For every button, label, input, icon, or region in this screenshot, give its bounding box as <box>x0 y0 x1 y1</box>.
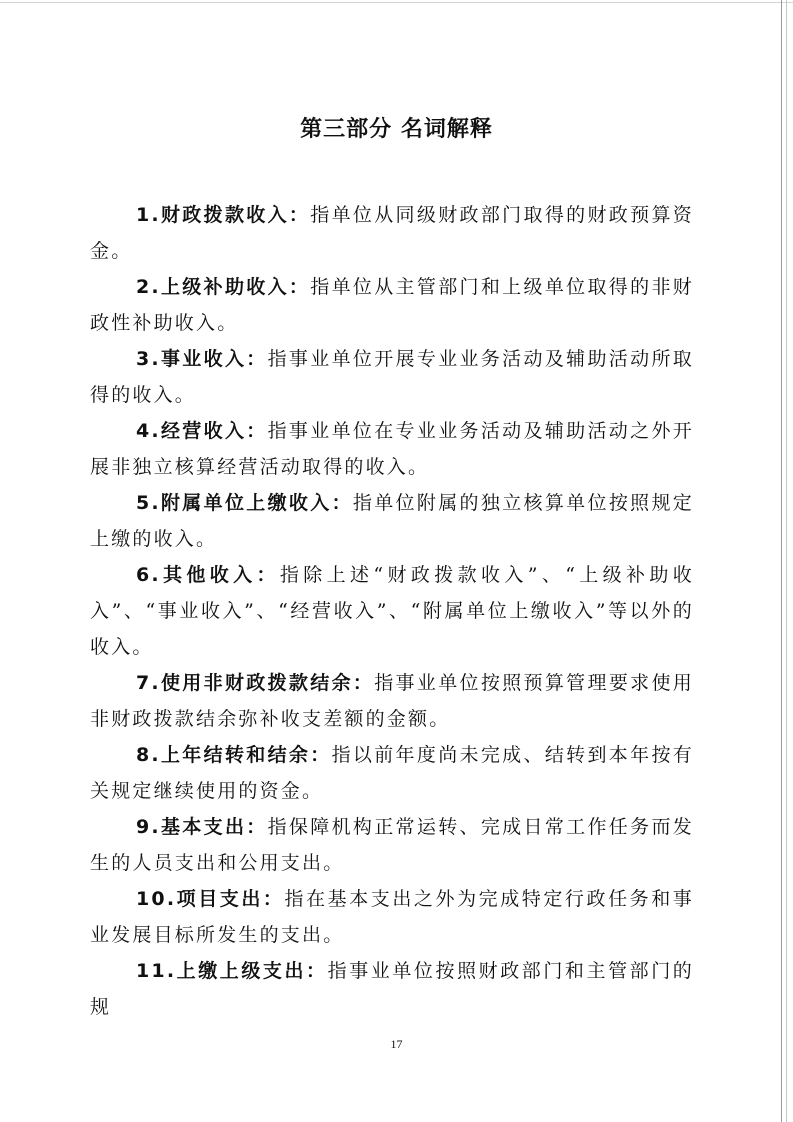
term-list <box>90 197 694 1025</box>
term-definition: 指在基本支出之外为完成特定行政任务和事业发展目标所发生的支出。 <box>90 888 694 946</box>
term-definition: 指单位从主管部门和上级单位取得的非财政性补助收入。 <box>90 276 694 334</box>
term-label: 2.上级补助收入： <box>136 276 311 298</box>
term-entry <box>90 341 694 413</box>
term-entry <box>90 953 694 1025</box>
term-definition: 指事业单位开展专业业务活动及辅助活动所取得的收入。 <box>90 348 694 406</box>
term-label: 11.上缴上级支出： <box>136 960 328 982</box>
scan-right-edge <box>781 0 782 1122</box>
term-definition: 指单位附属的独立核算单位按照规定上缴的收入。 <box>90 492 695 550</box>
term-label: 10.项目支出： <box>136 888 285 910</box>
term-label: 5.附属单位上缴收入： <box>136 492 353 514</box>
term-entry <box>90 197 694 269</box>
term-entry <box>90 269 694 341</box>
scan-right-edge-inner <box>786 0 787 1122</box>
term-label: 8.上年结转和结余： <box>136 744 332 766</box>
term-entry <box>90 413 694 485</box>
term-entry <box>90 881 694 953</box>
term-definition: 指事业单位按照预算管理要求使用非财政拨款结余弥补收支差额的金额。 <box>90 672 694 730</box>
term-definition: 指以前年度尚未完成、结转到本年按有关规定继续使用的资金。 <box>90 744 694 802</box>
term-definition: 指事业单位在专业业务活动及辅助活动之外开展非独立核算经营活动取得的收入。 <box>90 420 694 478</box>
term-definition: 指除上述“财政拨款收入”、“上级补助收入”、“事业收入”、“经营收入”、“附属单位上缴收入”等以外的收入。 <box>90 564 694 658</box>
scan-top-edge <box>0 2 793 3</box>
term-entry <box>90 665 694 737</box>
term-label: 3.事业收入： <box>136 348 268 370</box>
term-entry <box>90 809 694 881</box>
term-definition: 指事业单位按照财政部门和主管部门的规 <box>90 960 694 1018</box>
page-number: 17 <box>390 1037 403 1051</box>
term-label: 1.财政拨款收入： <box>136 204 311 226</box>
term-entry <box>90 485 694 557</box>
term-definition: 指保障机构正常运转、完成日常工作任务而发生的人员支出和公用支出。 <box>90 816 694 874</box>
term-label: 4.经营收入： <box>136 420 268 442</box>
term-label: 6.其他收入： <box>136 564 280 586</box>
term-label: 7.使用非财政拨款结余： <box>136 672 375 694</box>
term-label: 9.基本支出： <box>136 816 268 838</box>
page-title: 第三部分 名词解释 <box>300 117 493 142</box>
term-definition: 指单位从同级财政部门取得的财政预算资金。 <box>90 204 694 262</box>
term-entry <box>90 737 694 809</box>
term-entry <box>90 557 694 665</box>
